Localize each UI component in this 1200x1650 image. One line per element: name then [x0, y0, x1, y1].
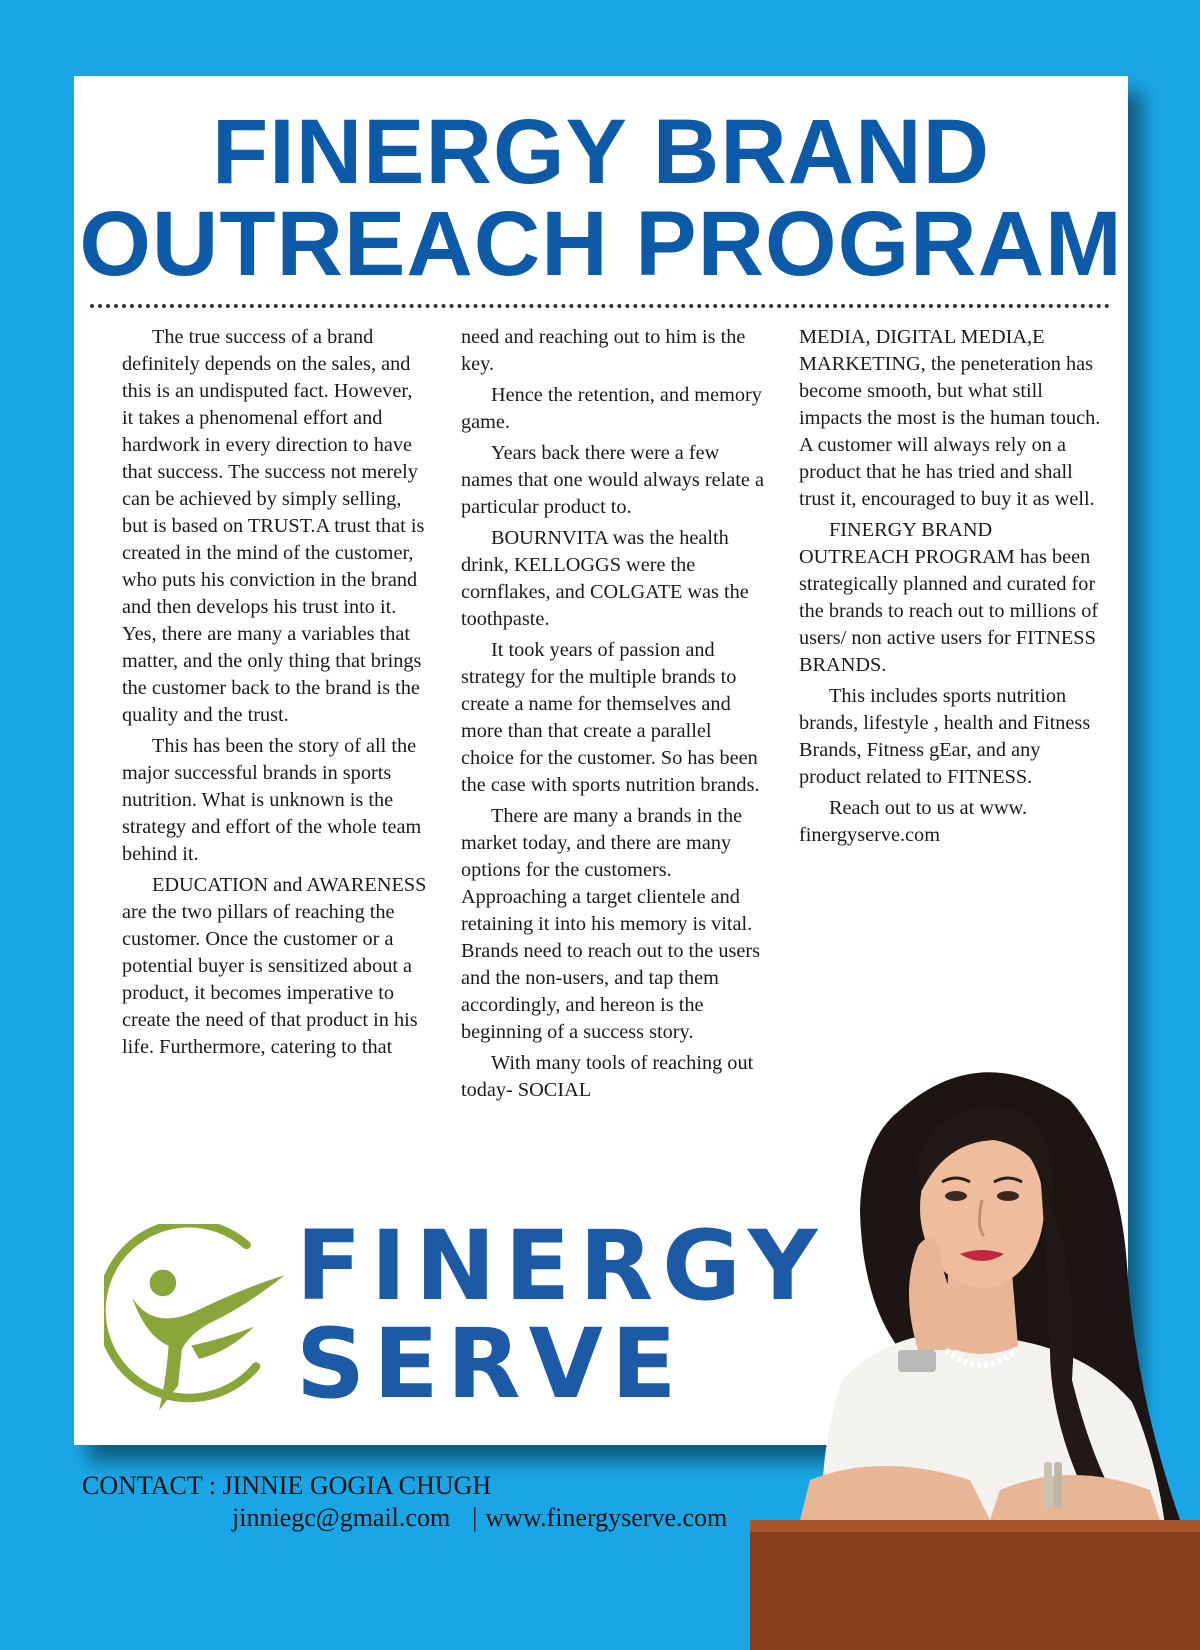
contact-label: CONTACT :: [82, 1471, 216, 1500]
headline-line-1: FINERGY BRAND: [211, 101, 991, 203]
headline-line-2: OUTREACH PROGRAM: [79, 193, 1123, 295]
text-column-3: [799, 324, 1105, 853]
paragraph: With many tools of reaching out today- SOCIAL: [461, 1052, 754, 1101]
paragraph: The true success of a brand definitely depends on the sales, and this is an undisputed fact. However, it takes a phenomenal effort and hardwork in every direction to have that success. The success not merely can be achieved by simply selling, but is based on TRUST.A trust that is created in the mind of the customer, who puts his conviction in the brand and then develops his trust into it. Yes, there are many a variables that matter, and the only thing that brings the customer back to the brand is the quality and the trust.: [122, 326, 425, 726]
contact-name: JINNIE GOGIA CHUGH: [222, 1471, 492, 1500]
paragraph: EDUCATION and AWARENESS are the two pillars of reaching the customer. Once the customer or a potential buyer is sensitized about a product, it becomes imperative to create the need of that product in his life. Furthermore, catering to that: [122, 874, 427, 1058]
text-column-2: [461, 324, 767, 1108]
paragraph: MEDIA, DIGITAL MEDIA,E MARKETING, the peneteration has become smooth, but what still impacts the most is the human touch. A customer will always rely on a product that he has tried and shall trust it, encouraged to buy it as well.: [799, 326, 1101, 510]
dotted-divider: [90, 304, 1110, 308]
paragraph: This includes sports nutrition brands, lifestyle , health and Fitness Brands, Fitness gEar, and any product related to FITNESS.: [799, 685, 1091, 788]
paragraph: BOURNVITA was the health drink, KELLOGGS were the cornflakes, and COLGATE was the toothpaste.: [461, 527, 749, 630]
paragraph: This has been the story of all the major successful brands in sports nutrition. What is unknown is the strategy and effort of the whole team behind it.: [122, 735, 422, 865]
separator: |: [472, 1503, 478, 1532]
paragraph: It took years of passion and strategy for the multiple brands to create a name for themselves and more than that create a parallel choice for the customer. So has been the case with sports nutrition brands.: [461, 639, 760, 796]
logo-word-serve: SERVE: [296, 1308, 685, 1420]
paragraph: FINERGY BRAND OUTREACH PROGRAM has been strategically planned and curated for the brands to reach out to millions of users/ non active users for FITNESS BRANDS.: [799, 519, 1099, 676]
portrait-photo: [750, 1050, 1200, 1650]
runner-f-emblem-icon: [104, 1224, 294, 1414]
text-column-1: [122, 324, 428, 1065]
contact-row-name: [82, 1470, 491, 1502]
contact-block: [82, 1470, 728, 1532]
contact-email[interactable]: jinniegc@gmail.com: [232, 1503, 451, 1532]
contact-website[interactable]: www.finergyserve.com: [485, 1503, 728, 1532]
paragraph: Reach out to us at www. finergyserve.com: [799, 797, 1028, 846]
contact-row-links: [232, 1502, 727, 1534]
paragraph: Years back there were a few names that one would always relate a particular product to.: [461, 442, 764, 518]
paragraph: need and reaching out to him is the key.: [461, 326, 746, 375]
logo-word-finergy: FINERGY: [296, 1210, 827, 1322]
paragraph: Hence the retention, and memory game.: [461, 384, 762, 433]
paragraph: There are many a brands in the market today, and there are many options for the customers. Approaching a target clientele and retaining it into his memory is vital. Brands need to reach out to the users and the non-users, and tap them accordingly, and hereon is the beginning of a success story.: [461, 805, 761, 1043]
finergy-serve-logo: [104, 1206, 827, 1420]
